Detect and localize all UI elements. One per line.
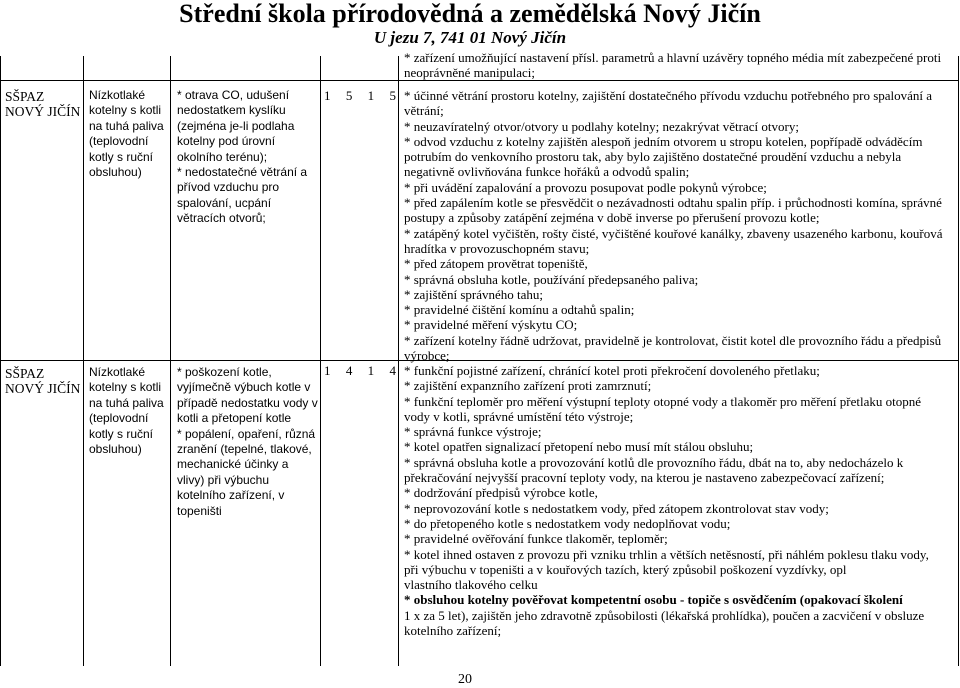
text-line: * účinné větrání prostoru kotelny, zajištění dostatečného přívodu vzduchu potřebného pro spalování a xyxy=(404,88,933,103)
text-line: * pravidelné čištění komínu a odtahů spalin; xyxy=(404,302,635,318)
text-line: * obsluhou kotelny pověřovat kompetentní osobu - topiče s osvědčením (opakovací školení xyxy=(404,592,903,608)
text-line: * před zapálením kotle se přesvědčit o nezávadnosti odtahu spalin příp. i průchodnosti komína, správné xyxy=(404,195,942,211)
text-line: * do přetopeného kotle s nedostatkem vody nedoplňovat vodu; xyxy=(404,515,731,531)
text-line: * zatápěný kotel vyčištěn, rošty čisté, vyčištěné kouřové kanálky, zbaveny usazeného karbonu, kouřová xyxy=(404,225,943,241)
text-line: * zařízení umožňující nastavení přísl. parametrů a hlavní uzávěry topného média mít zabezpečené proti xyxy=(404,50,942,65)
text-line: kotli a přetopení kotle xyxy=(177,411,292,426)
grid-line-right xyxy=(958,56,959,666)
text-line: větracích otvorů; xyxy=(177,211,266,226)
text-line: * neuzavíratelný otvor/otvory u podlahy kotelny; nezakrývat větrací otvory; xyxy=(404,118,799,134)
measures-cell xyxy=(404,363,929,638)
text-line: neoprávněné manipulaci; xyxy=(404,65,536,81)
text-line: vlivy) při výbuchu xyxy=(177,472,270,487)
grid-line-risk xyxy=(320,56,321,666)
text-line: SŠPAZ xyxy=(5,366,45,381)
text-line: * správná obsluha kotle a provozování kotlů dle provozního řádu, dbát na to, aby nedocházelo k xyxy=(404,454,904,470)
text-line: na tuhá paliva xyxy=(89,395,164,410)
score-severity: 4 xyxy=(345,363,353,378)
text-line: NOVÝ JIČÍN xyxy=(5,104,81,120)
text-line: potrubím do venkovního prostoru tak, aby bylo zajištěno dostatečné proudění vzduchu a nebyla xyxy=(404,149,902,165)
text-line: * poškození kotle, xyxy=(177,365,272,379)
score-probability: 1 xyxy=(324,88,331,103)
text-line: Nízkotlaké xyxy=(89,88,146,102)
text-line: * zajištění správného tahu; xyxy=(404,286,543,302)
text-line: * funkční pojistné zařízení, chránící kotel proti překročení dovoleného přetlaku; xyxy=(404,363,820,378)
text-line: * kotel opatřen signalizací přetopení nebo musí mít stálou obsluhu; xyxy=(404,439,754,455)
text-line: případě nedostatku vody v xyxy=(177,395,318,410)
text-line: 1 x za 5 let), zajištěn jeho zdravotně způsobilosti (lékařská prohlídka), poučen a zacvičení v obsluze xyxy=(404,607,925,623)
text-line: vlastního tlakového celku xyxy=(404,577,538,593)
text-line: vody v kotli, správné umístění této výstroje; xyxy=(404,408,634,424)
continuation-text xyxy=(404,50,941,81)
text-line: * funkční teploměr pro měření výstupní teploty otopné vody a tlakoměr pro měření přetlaku otopné xyxy=(404,393,921,409)
text-line: kotly s ruční xyxy=(89,426,154,441)
text-line: kotly s ruční xyxy=(89,149,154,164)
text-line: kotelního zařízení; xyxy=(404,623,502,639)
text-line: * zajištění expanzního zařízení proti zamrznutí; xyxy=(404,378,652,394)
score-cell xyxy=(324,363,396,378)
text-line: kotelny s kotli xyxy=(89,380,162,395)
grid-line-source xyxy=(170,56,171,666)
text-line: obsluhou) xyxy=(89,165,142,180)
text-line: přívod vzduchu pro xyxy=(177,180,280,195)
text-line: * popálení, opaření, různá xyxy=(177,426,316,441)
text-line: * nedostatečné větrání a xyxy=(177,165,308,180)
text-line: * neprovozování kotle s nedostatkem vody, před zátopem zkontrolovat stav vody; xyxy=(404,500,829,516)
text-line: SŠPAZ xyxy=(5,89,45,104)
text-line: kotelny s kotli xyxy=(89,103,162,118)
risk-cell xyxy=(177,88,307,227)
text-line: překračování nejvyšší pracovní teploty vody, na kterou je nastaveno zabezpečovací zařízení; xyxy=(404,470,885,486)
text-line: * při uvádění zapalování a provozu posupovat podle pokynů výrobce; xyxy=(404,179,767,195)
text-line: negativně ovlivňována funkce hořáků a odvodů spalin; xyxy=(404,164,690,180)
measures-cell xyxy=(404,88,942,363)
text-line: * odvod vzduchu z kotelny zajištěn alespoň jedním otvorem u stropu kotelen, popřípadě odváděcím xyxy=(404,133,923,149)
text-line: * pravidelné měření výskytu CO; xyxy=(404,317,578,333)
score-cell xyxy=(324,88,396,103)
document-subtitle: U jezu 7, 741 01 Nový Jičín xyxy=(373,28,567,47)
document-title: Střední škola přírodovědná a zemědělská Nový Jičín xyxy=(179,0,761,28)
grid-line-org xyxy=(83,56,84,666)
text-line: (teplovodní xyxy=(89,134,149,149)
text-line: nedostatkem kyslíku xyxy=(177,103,286,118)
text-line: obsluhou) xyxy=(89,442,142,457)
text-line: mechanické účinky a xyxy=(177,457,289,472)
text-line: Nízkotlaké xyxy=(89,365,146,379)
org-cell xyxy=(5,366,80,397)
source-cell xyxy=(89,88,164,180)
text-line: kotelny pod úrovní xyxy=(177,134,276,149)
source-cell xyxy=(89,365,164,457)
score-risk-level: 5 xyxy=(389,88,396,103)
text-line: na tuhá paliva xyxy=(89,118,164,133)
text-line: NOVÝ JIČÍN xyxy=(5,381,81,397)
text-line: vyjímečně výbuch kotle v xyxy=(177,380,311,395)
text-line: zranění (tepelné, tlakové, xyxy=(177,442,312,457)
grid-line-left xyxy=(0,56,1,666)
text-line: výrobce; xyxy=(404,348,450,364)
page-number: 20 xyxy=(458,672,472,687)
text-line: * zařízení kotelny řádně udržovat, pravidelně je kontrolovat, čistit kotel dle provozního řádu a předpisů xyxy=(404,332,942,348)
text-line: větrání; xyxy=(404,103,444,119)
score-probability: 1 xyxy=(324,363,331,378)
text-line: kotelního zařízení, v xyxy=(177,488,285,503)
text-line: hradítka v provozuschopném stavu; xyxy=(404,240,590,256)
text-line: * pravidelné ověřování funkce tlakoměr, teploměr; xyxy=(404,531,668,547)
text-line: * kotel ihned ostaven z provozu při vzniku trhlin a větších netěsností, při náhlém poklesu tlaku vody, xyxy=(404,546,929,562)
text-line: okolního terénu); xyxy=(177,149,268,164)
text-line: * správná obsluha kotle, používání předepsaného paliva; xyxy=(404,271,699,287)
risk-cell xyxy=(177,365,318,519)
text-line: topeništi xyxy=(177,503,222,518)
text-line: (zejména je-li podlaha xyxy=(177,118,295,133)
score-frequency: 1 xyxy=(367,363,375,378)
grid-line-measures xyxy=(398,56,399,666)
score-frequency: 1 xyxy=(367,88,375,103)
text-line: postupy a způsoby zatápění zejména v době inverse po přerušení provozu kotle; xyxy=(404,210,820,226)
text-line: * otrava CO, udušení xyxy=(177,88,290,102)
text-line: * před zátopem provětrat topeniště, xyxy=(404,256,588,272)
text-line: při výbuchu v topeništi a v kouřových tazích, který způsobil poškození vyzdívky, opl xyxy=(404,561,847,577)
text-line: spalování, ucpání xyxy=(177,195,272,210)
text-line: * dodržování předpisů výrobce kotle, xyxy=(404,485,598,501)
text-line: * správná funkce výstroje; xyxy=(404,424,542,440)
text-line: (teplovodní xyxy=(89,411,149,426)
org-cell xyxy=(5,89,80,120)
score-severity: 5 xyxy=(345,88,353,103)
score-risk-level: 4 xyxy=(389,363,396,378)
